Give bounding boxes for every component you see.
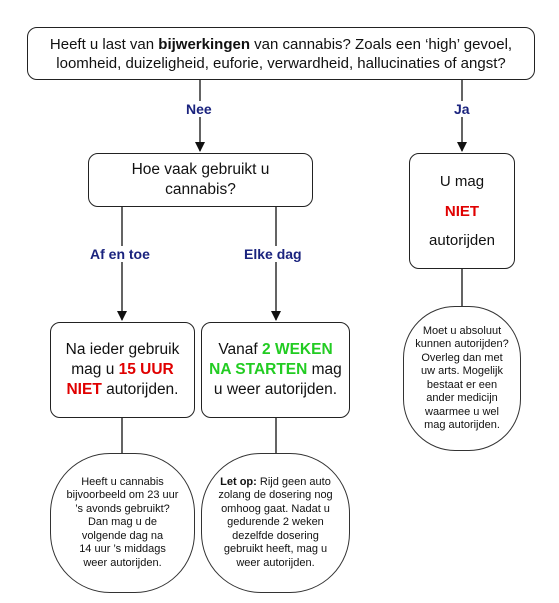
ja-note: Moet u absoluut kunnen autorijden? Overleg dan met uw arts. Mogelijk bestaat er een ander medicijn waarmee u wel mag autorijden. xyxy=(403,306,521,451)
frequency-box: Hoe vaak gebruikt u cannabis? xyxy=(88,153,313,207)
hours-warning: 15 UUR xyxy=(118,361,174,378)
label-ja: Ja xyxy=(454,101,470,117)
daily-box: Vanaf 2 WEKEN NA STARTEN mag u weer autorijden. xyxy=(201,322,350,418)
question-box xyxy=(27,27,535,80)
ja-box: U mag NIET autorijden xyxy=(409,153,515,269)
question-line-2: loomheid, duizeligheid, euforie, verwardheid, hallucinaties of angst? xyxy=(56,54,506,72)
question-bold: bijwerkingen xyxy=(158,35,250,53)
daily-note: Let op: Rijd geen auto zolang de dosering nog omhoog gaat. Nadat u gedurende 2 weken dezelfde dosering gebruikt heeft, mag u weer autorijden. xyxy=(201,453,350,593)
occasional-box: Na ieder gebruik mag u 15 UUR NIET autorijden. xyxy=(50,322,195,418)
let-op-label: Let op: xyxy=(220,475,257,488)
weeks-highlight: 2 WEKEN xyxy=(262,341,333,358)
question-line-1: Heeft u last van bijwerkingen van cannabis? Zoals een ‘high’ gevoel, xyxy=(49,35,513,53)
label-nee: Nee xyxy=(186,101,212,117)
label-af-en-toe: Af en toe xyxy=(90,246,150,262)
occasional-note: Heeft u cannabis bijvoorbeeld om 23 uur ’s avonds gebruikt? Dan mag u de volgende dag na 14 uur ’s middags weer autorijden. xyxy=(50,453,195,593)
label-elke-dag: Elke dag xyxy=(244,246,302,262)
niet-warning: NIET xyxy=(444,202,480,220)
